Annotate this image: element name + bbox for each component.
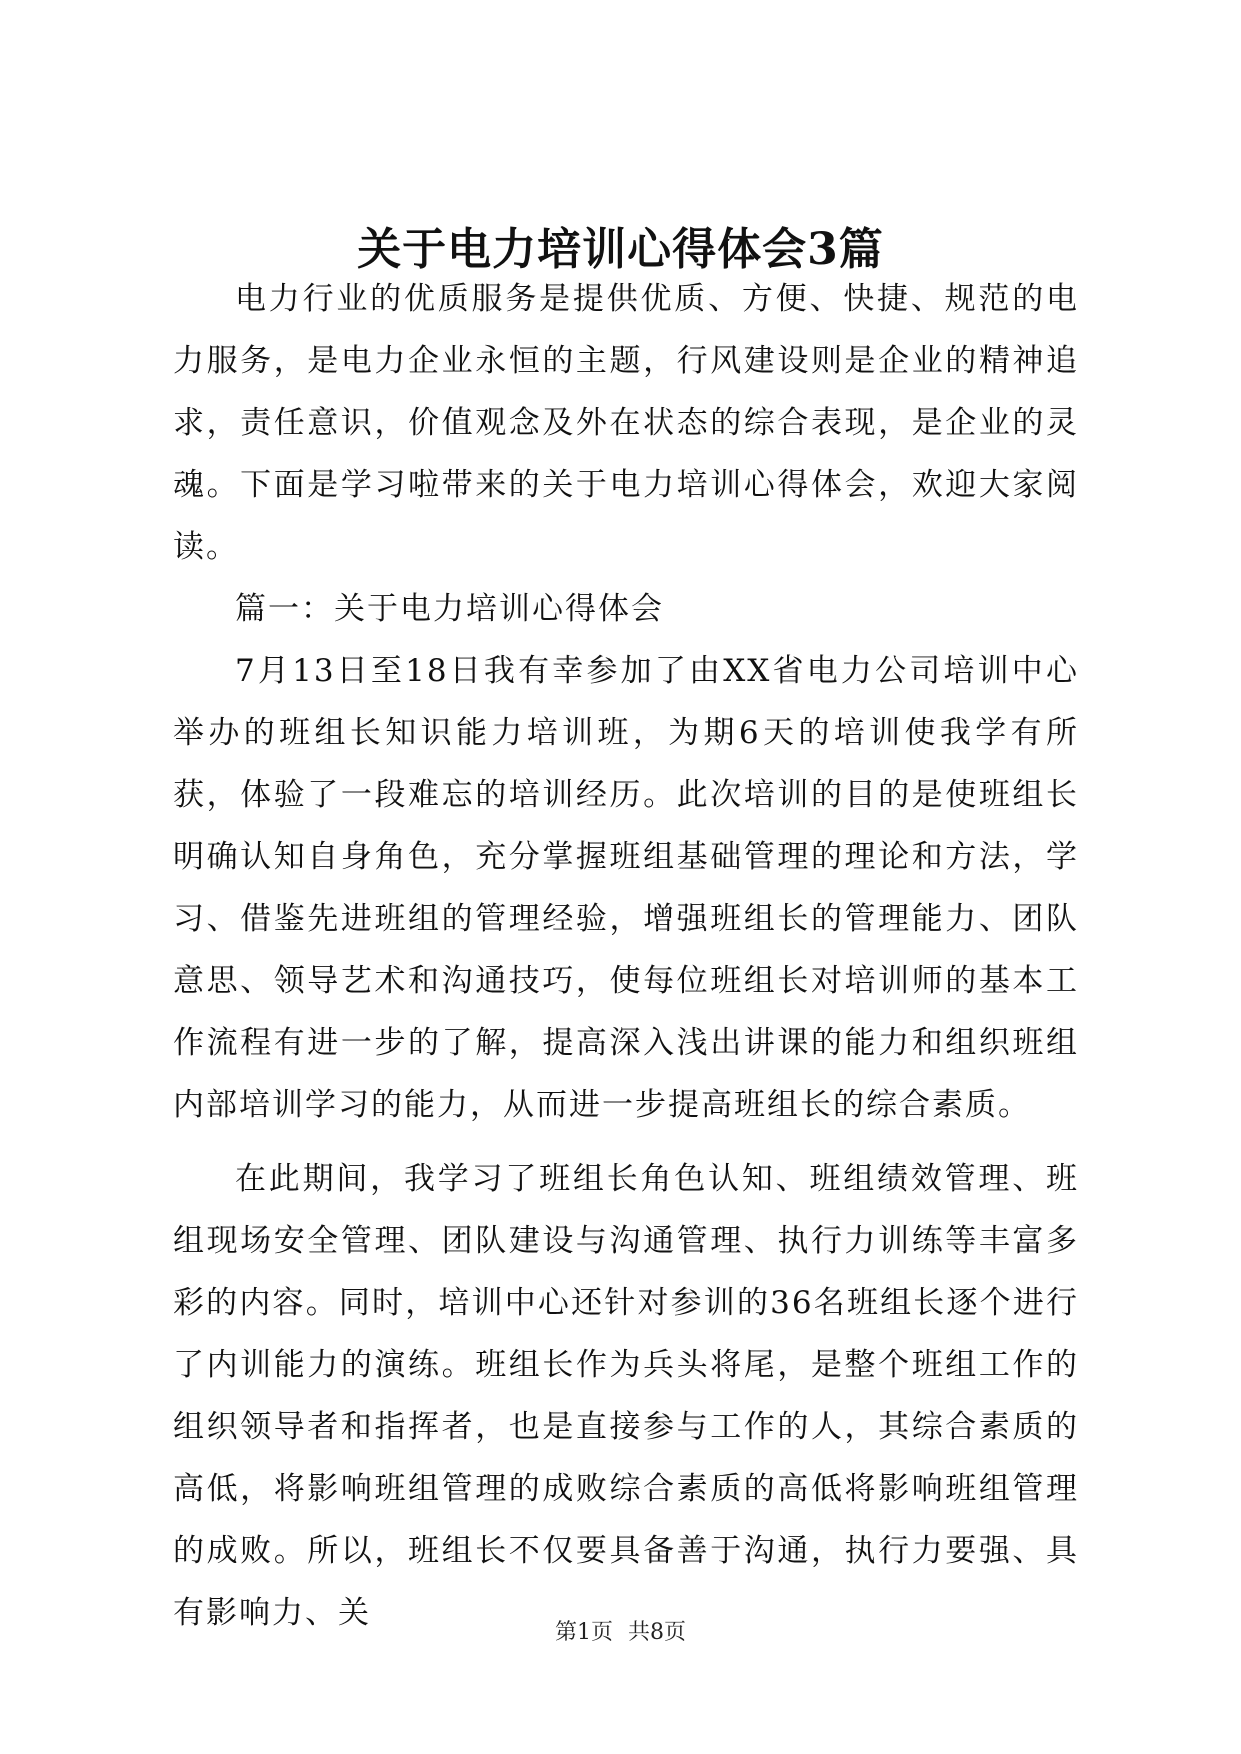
- page-total: 共8页: [628, 1620, 686, 1645]
- page-footer: [0, 1618, 1241, 1648]
- section-heading: 篇一：关于电力培训心得体会: [235, 591, 664, 627]
- intro-paragraph: 电力行业的优质服务是提供优质、方便、快捷、规范的电力服务，是电力企业永恒的主题，行风建设则是企业的精神追求，责任意识，价值观念及外在状态的综合表现，是企业的灵魂。下面是学习啦带来的关于电力培训心得体会，欢迎大家阅读。: [173, 281, 1079, 565]
- body-paragraph: 在此期间，我学习了班组长角色认知、班组绩效管理、班组现场安全管理、团队建设与沟通管理、执行力训练等丰富多彩的内容。同时，培训中心还针对参训的36名班组长逐个进行了内训能力的演练。班组长作为兵头将尾，是整个班组工作的组织领导者和指挥者，也是直接参与工作的人，其综合素质的高低，将影响班组管理的成败综合素质的高低将影响班组管理的成败。所以，班组长不仅要具备善于沟通，执行力要强、具有影响力、关: [173, 1161, 1079, 1631]
- page-number: 第1页: [555, 1620, 613, 1645]
- document-body: [173, 268, 1079, 1644]
- body-paragraph: 7月13日至18日我有幸参加了由XX省电力公司培训中心举办的班组长知识能力培训班，为期6天的培训使我学有所获，体验了一段难忘的培训经历。此次培训的目的是使班组长明确认知自身角色，充分掌握班组基础管理的理论和方法，学习、借鉴先进班组的管理经验，增强班组长的管理能力、团队意思、领导艺术和沟通技巧，使每位班组长对培训师的基本工作流程有进一步的了解，提高深入浅出讲课的能力和组织班组内部培训学习的能力，从而进一步提高班组长的综合素质。: [173, 653, 1079, 1123]
- document-title: 关于电力培训心得体会3篇: [357, 224, 884, 275]
